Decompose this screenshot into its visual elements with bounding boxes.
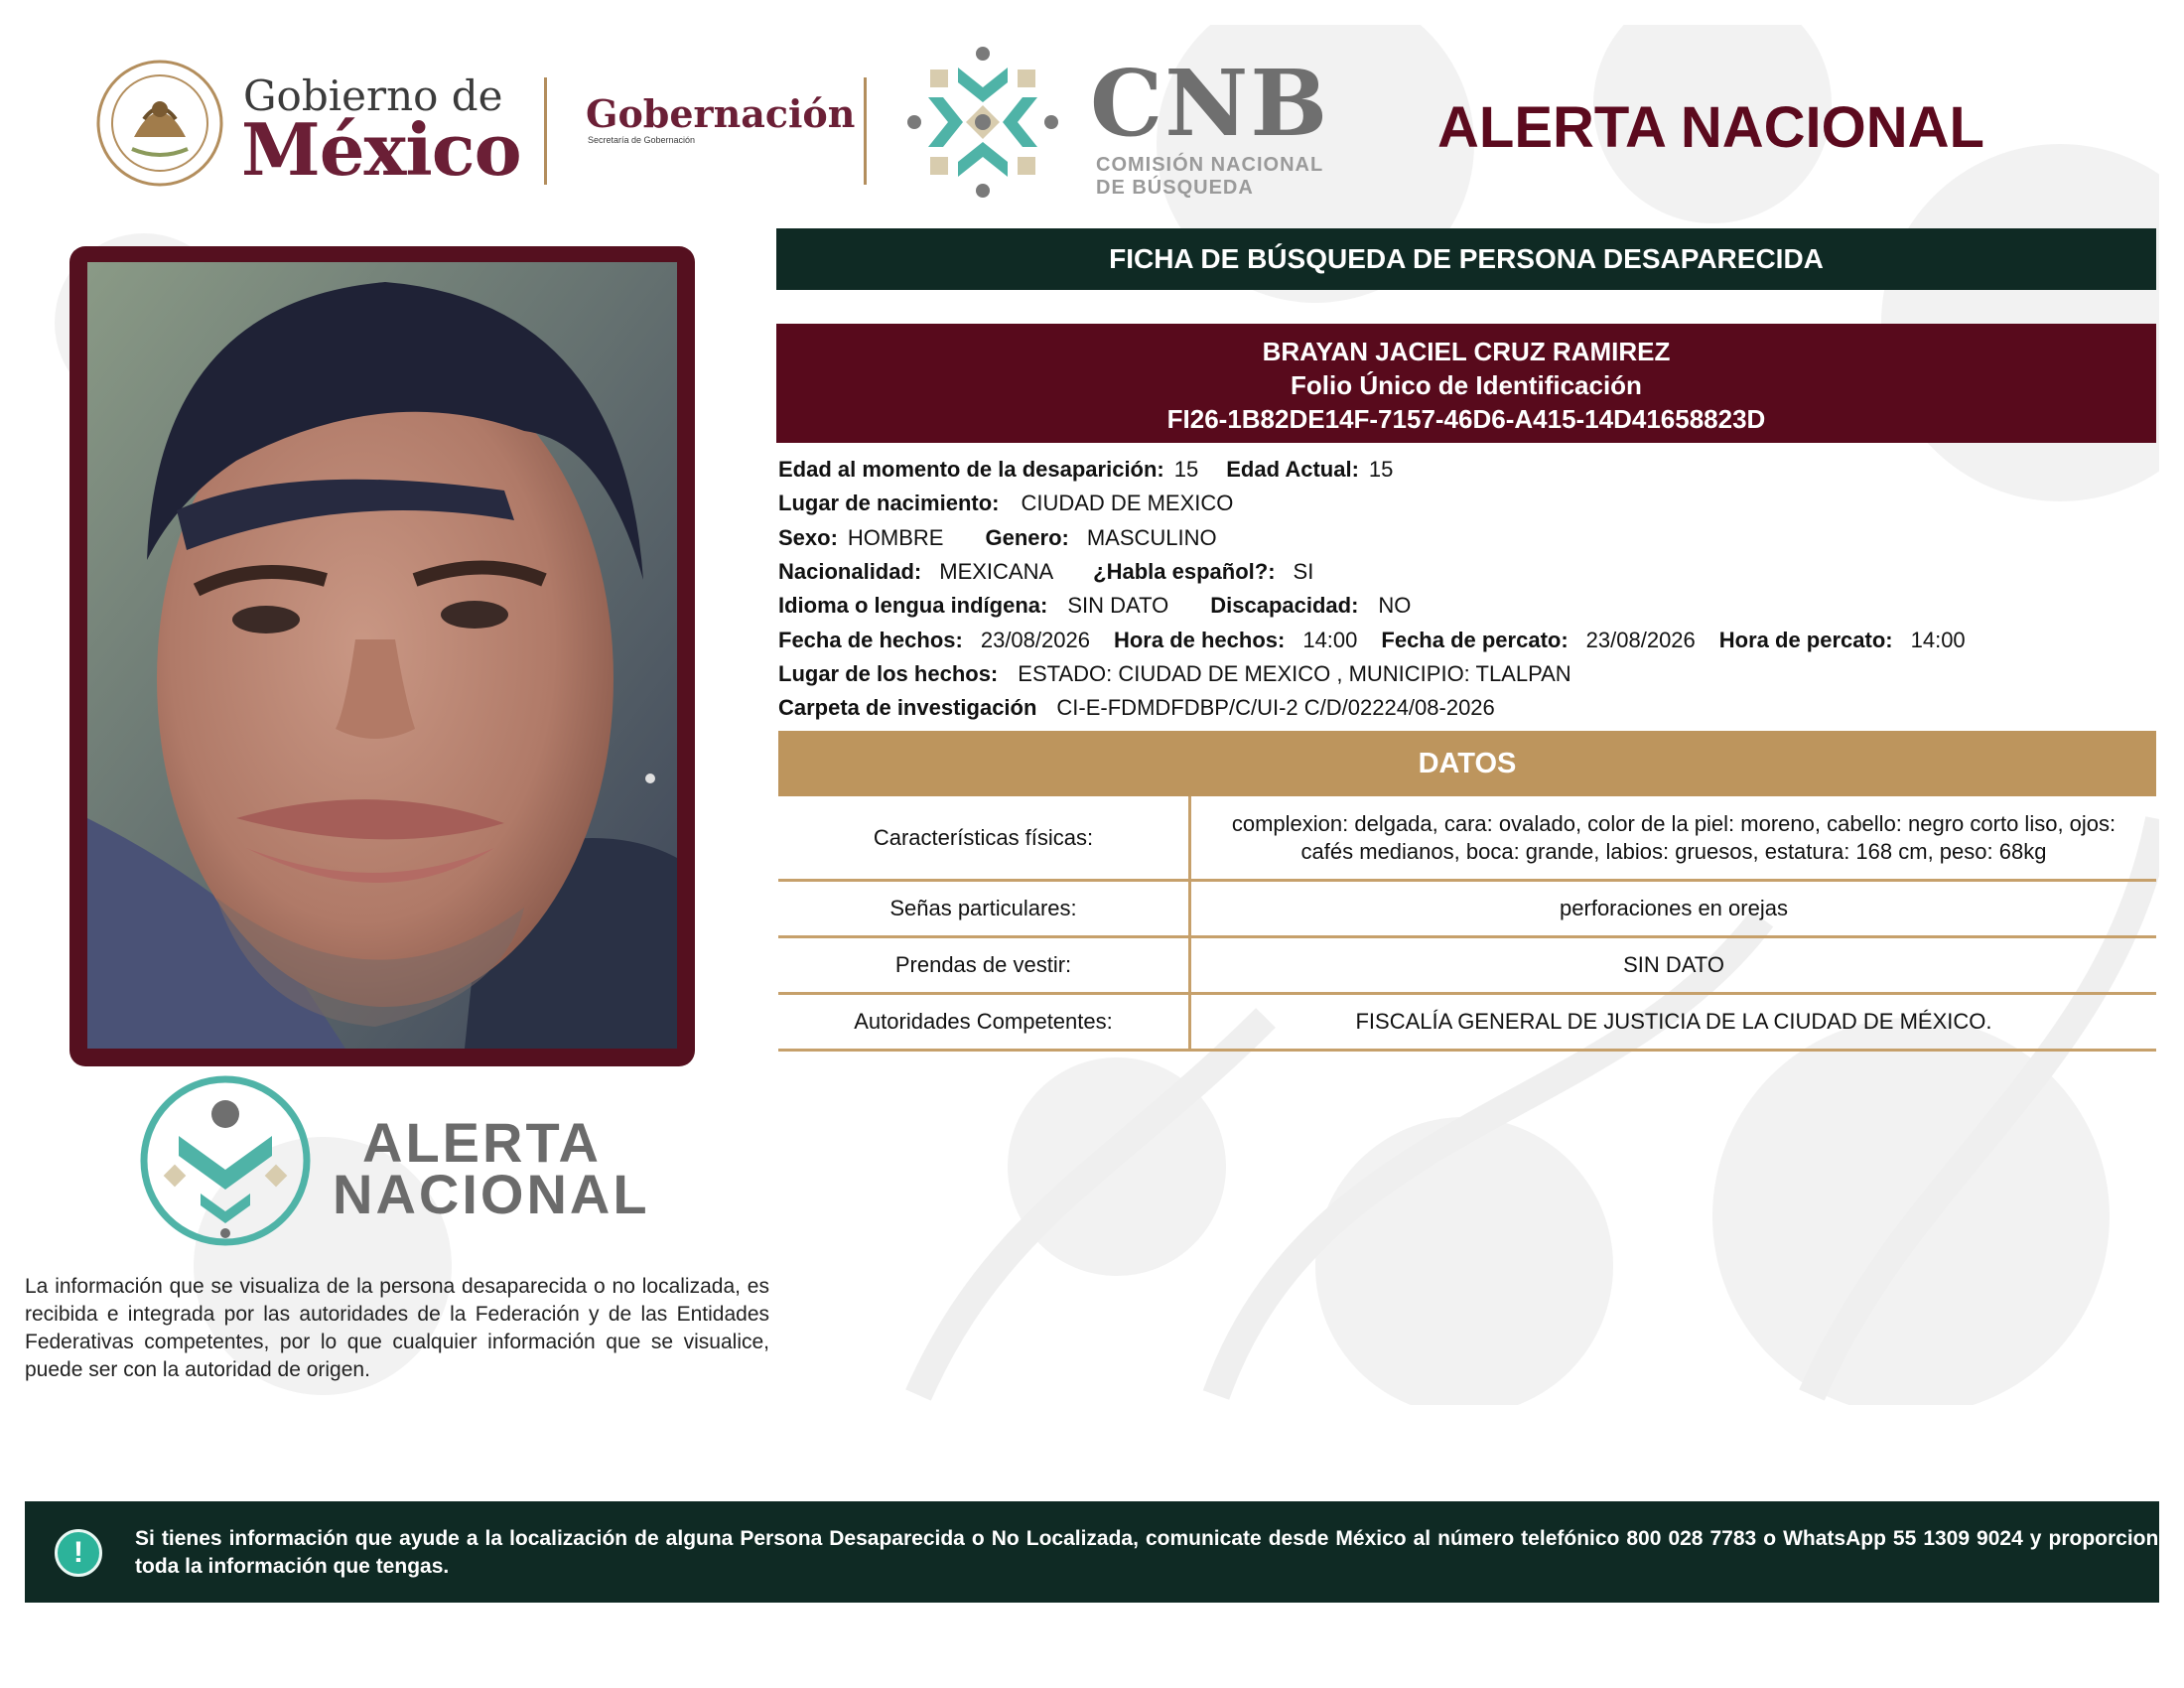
- table-row-label: Prendas de vestir:: [778, 938, 1191, 992]
- info-row-sexo: [778, 523, 1217, 553]
- table-row: [778, 882, 2156, 938]
- table-row-label: Autoridades Competentes:: [778, 995, 1191, 1049]
- mexico-seal-icon: [94, 58, 225, 189]
- alerta-logo-text-line1: ALERTA: [362, 1111, 602, 1174]
- footer-contact-text: Si tienes información que ayude a la localización de alguna Persona Desaparecida o No Localizada, comunicate desde México al número telefónico 800 028 7783 o WhatsApp 55 1309 9024 y proporciona toda la información que tengas.: [135, 1527, 2170, 1578]
- edad-actual-value: 15: [1368, 457, 1394, 482]
- info-row-fechas: [778, 626, 1966, 655]
- nacionalidad-label: Nacionalidad:: [778, 559, 922, 584]
- person-name-box: [776, 324, 2156, 443]
- hora-hechos-label: Hora de hechos:: [1113, 628, 1286, 652]
- table-row-value: SIN DATO: [1623, 952, 1724, 977]
- alerta-nacional-logo-icon: [139, 1074, 313, 1248]
- datos-title-bar: DATOS: [778, 731, 2156, 796]
- genero-value: MASCULINO: [1086, 525, 1217, 550]
- folio-label: Folio Único de Identificación: [1291, 370, 1642, 400]
- sexo-value: HOMBRE: [847, 525, 944, 550]
- habla-espanol-label: ¿Habla español?:: [1093, 559, 1276, 584]
- fecha-percato-label: Fecha de percato:: [1381, 628, 1569, 652]
- table-row: [778, 938, 2156, 995]
- info-row-nacimiento: [778, 489, 1233, 518]
- table-row-value: complexion: delgada, cara: ovalado, color de la piel: moreno, cabello: negro corto liso, ojos: cafés medianos, boca: grande, labios: gruesos, estatura: 168 cm, peso: 68kg: [1231, 810, 2116, 864]
- gobernacion-subtitle: Secretaría de Gobernación: [588, 135, 696, 145]
- info-row-lugar-hechos: [778, 659, 1571, 689]
- hora-percato-value: 14:00: [1910, 628, 1966, 652]
- nacionalidad-value: MEXICANA: [939, 559, 1054, 584]
- gobernacion-title: Gobernación: [586, 91, 856, 136]
- table-row-value: perforaciones en orejas: [1560, 896, 1788, 920]
- info-row-idioma: [778, 591, 1411, 621]
- gobierno-de-text: Gobierno de: [243, 71, 503, 120]
- person-name: BRAYAN JACIEL CRUZ RAMIREZ: [1262, 337, 1671, 366]
- lugar-nacimiento-label: Lugar de nacimiento:: [778, 491, 1000, 515]
- table-row-value: FISCALÍA GENERAL DE JUSTICIA DE LA CIUDAD DE MÉXICO.: [1355, 1009, 1992, 1034]
- sexo-label: Sexo:: [778, 525, 838, 550]
- header-divider: [544, 77, 547, 185]
- photo-frame: [69, 246, 695, 1066]
- alerta-logo-text-line2: NACIONAL: [333, 1163, 650, 1225]
- table-row-label: Características físicas:: [778, 796, 1191, 879]
- edad-desaparicion-value: 15: [1173, 457, 1199, 482]
- discapacidad-value: NO: [1378, 593, 1412, 618]
- lugar-hechos-value: ESTADO: CIUDAD DE MEXICO , MUNICIPIO: TLALPAN: [1018, 661, 1571, 686]
- ficha-title-bar: FICHA DE BÚSQUEDA DE PERSONA DESAPARECIDA: [776, 228, 2156, 290]
- alerta-nacional-title: ALERTA NACIONAL: [1437, 95, 1984, 160]
- cnb-subtitle-line1: COMISIÓN NACIONAL: [1096, 154, 1324, 176]
- datos-table: [778, 796, 2156, 1052]
- idioma-value: SIN DATO: [1067, 593, 1169, 618]
- lugar-hechos-label: Lugar de los hechos:: [778, 661, 999, 686]
- exclamation-icon: !: [55, 1529, 102, 1577]
- mexico-text: México: [241, 107, 521, 192]
- info-row-edad: [778, 455, 1393, 485]
- carpeta-value: CI-E-FDMDFDBP/C/UI-2 C/D/02224/08-2026: [1056, 695, 1495, 720]
- edad-desaparicion-label: Edad al momento de la desaparición:: [778, 457, 1164, 482]
- disclaimer-text: La información que se visualiza de la persona desaparecida o no localizada, es recibida e integrada por las autoridades de la Federación y de las Entidades Federativas competentes, por lo que cualquier información que se visualice, puede ser con la autoridad de origen.: [25, 1275, 769, 1381]
- cnb-title: CNB: [1090, 50, 1330, 157]
- table-row: [778, 796, 2156, 882]
- carpeta-label: Carpeta de investigación: [778, 695, 1037, 720]
- genero-label: Genero:: [985, 525, 1069, 550]
- hora-percato-label: Hora de percato:: [1718, 628, 1893, 652]
- header-divider: [864, 77, 867, 185]
- info-row-carpeta: [778, 693, 1495, 723]
- table-row-label: Señas particulares:: [778, 882, 1191, 935]
- cnb-logo-icon: [898, 38, 1067, 207]
- hora-hechos-value: 14:00: [1302, 628, 1358, 652]
- idioma-label: Idioma o lengua indígena:: [778, 593, 1048, 618]
- info-row-nacionalidad: [778, 557, 1313, 587]
- fecha-hechos-label: Fecha de hechos:: [778, 628, 963, 652]
- lugar-nacimiento-value: CIUDAD DE MEXICO: [1021, 491, 1234, 515]
- fecha-percato-value: 23/08/2026: [1585, 628, 1696, 652]
- discapacidad-label: Discapacidad:: [1210, 593, 1359, 618]
- fecha-hechos-value: 23/08/2026: [980, 628, 1090, 652]
- edad-actual-label: Edad Actual:: [1226, 457, 1359, 482]
- footer-banner: [25, 1501, 2170, 1603]
- table-row: [778, 995, 2156, 1052]
- cnb-subtitle-line2: DE BÚSQUEDA: [1096, 177, 1254, 199]
- folio-number: FI26-1B82DE14F-7157-46D6-A415-14D41658823D: [1166, 404, 1766, 434]
- missing-person-photo: [87, 262, 677, 1049]
- habla-espanol-value: SI: [1293, 559, 1314, 584]
